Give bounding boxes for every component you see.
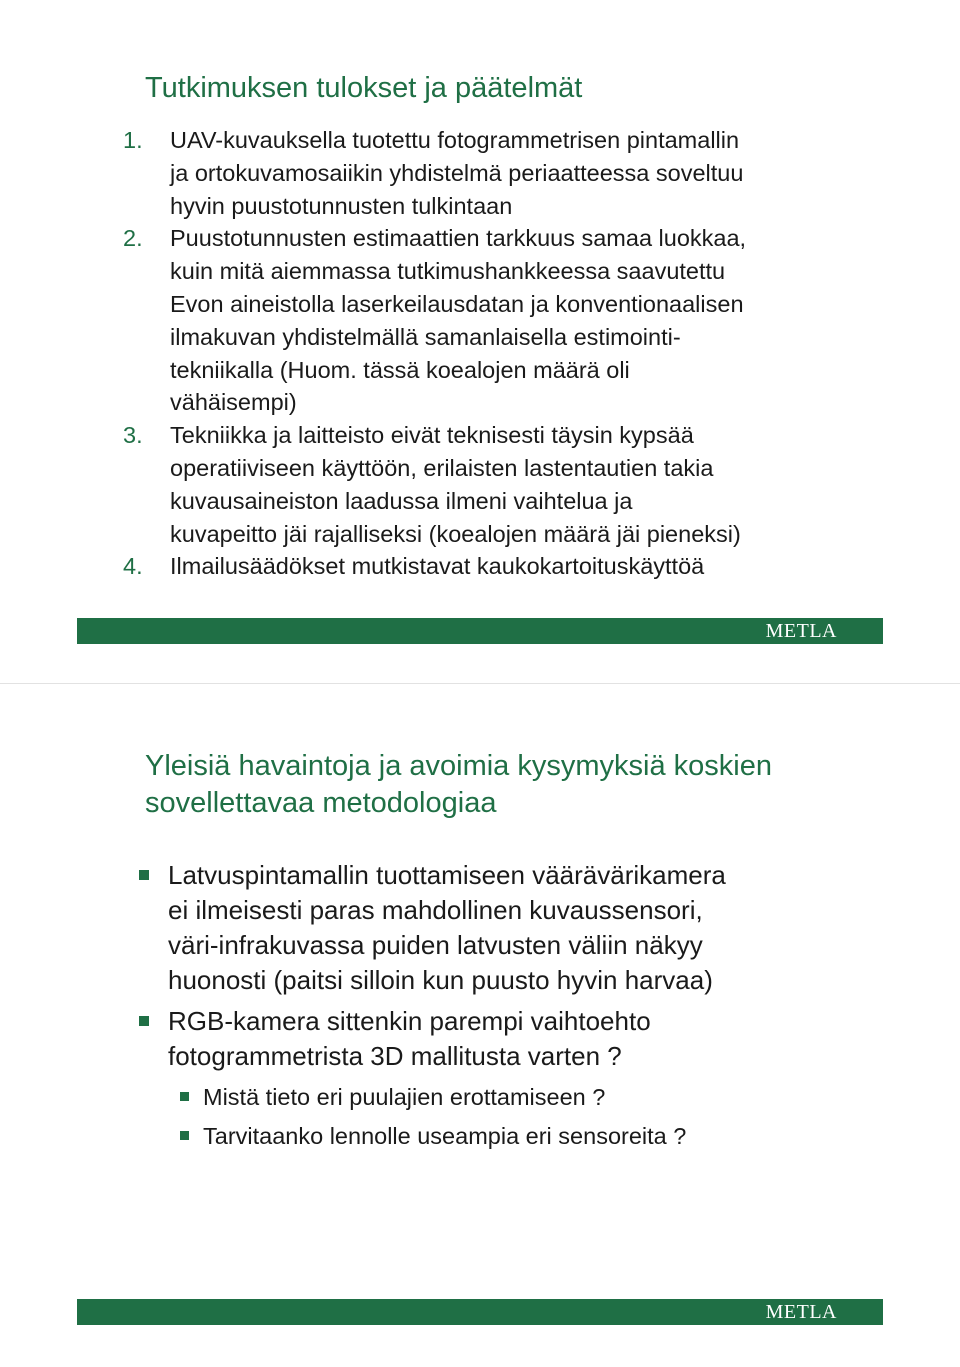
square-bullet-icon xyxy=(139,870,149,880)
list-item xyxy=(123,550,843,583)
item-number: 2. xyxy=(123,225,143,252)
title-line: sovellettavaa metodologiaa xyxy=(145,787,497,819)
slide-observations xyxy=(0,683,960,1366)
item-line: Evon aineistolla laserkeilausdatan ja konventionaalisen xyxy=(170,290,744,317)
results-list xyxy=(123,124,843,583)
item-number: 3. xyxy=(123,422,143,449)
sub-list xyxy=(168,1078,838,1156)
item-line: kuvapeitto jäi rajalliseksi (koealojen määrä jäi pieneksi) xyxy=(170,520,741,547)
list-item xyxy=(123,419,843,550)
title-line: Yleisiä havaintoja ja avoimia kysymyksiä koskien xyxy=(145,750,772,782)
item-number: 1. xyxy=(123,127,143,153)
footer-bar xyxy=(77,1299,883,1325)
sub-item-text: Mistä tieto eri puulajien erottamiseen ? xyxy=(203,1084,606,1110)
list-item xyxy=(123,222,843,419)
square-bullet-icon xyxy=(139,1016,149,1026)
list-item xyxy=(138,1004,838,1156)
item-line: RGB-kamera sittenkin parempi vaihtoehto xyxy=(168,1006,651,1036)
item-line: tekniikalla (Huom. tässä koealojen määrä oli xyxy=(170,356,630,383)
item-line: kuvausaineiston laadussa ilmeni vaihtelua ja xyxy=(170,487,633,514)
item-line: vähäisempi) xyxy=(170,389,297,416)
metla-logo: METLA xyxy=(765,620,837,642)
slide-results xyxy=(0,0,960,683)
square-bullet-icon xyxy=(180,1131,189,1140)
item-line: kuin mitä aiemmassa tutkimushankkeessa saavutettu xyxy=(170,258,726,285)
list-item xyxy=(138,858,838,998)
item-line: fotogrammetrista 3D mallitusta varten ? xyxy=(168,1041,622,1071)
slide-title: Tutkimuksen tulokset ja päätelmät xyxy=(145,72,583,104)
item-number: 4. xyxy=(123,553,143,580)
item-line: Tekniikka ja laitteisto eivät teknisesti täysin kypsää xyxy=(170,422,694,449)
item-line: ja ortokuvamosaiikin yhdistelmä periaatteessa soveltuu xyxy=(170,159,744,186)
item-line: Latvuspintamallin tuottamiseen väärävärikamera xyxy=(168,860,726,890)
sub-list-item xyxy=(168,1117,838,1156)
list-item xyxy=(123,124,843,222)
footer-bar xyxy=(77,618,883,644)
item-line: huonosti (paitsi silloin kun puusto hyvin harvaa) xyxy=(168,965,713,995)
item-line: ilmakuvan yhdistelmällä samanlaisella estimointi- xyxy=(170,323,681,350)
item-line: väri-infrakuvassa puiden latvusten väliin näkyy xyxy=(168,930,703,960)
item-line: UAV-kuvauksella tuotettu fotogrammetrisen pintamallin xyxy=(170,127,740,153)
slide-title xyxy=(145,748,772,822)
square-bullet-icon xyxy=(180,1092,189,1101)
sub-item-text: Tarvitaanko lennolle useampia eri sensoreita ? xyxy=(203,1123,687,1149)
item-line: Ilmailusäädökset mutkistavat kaukokartoituskäyttöä xyxy=(170,553,705,580)
observations-list xyxy=(138,858,838,1162)
metla-logo: METLA xyxy=(765,1301,837,1323)
sub-list-item xyxy=(168,1078,838,1117)
item-line: hyvin puustotunnusten tulkintaan xyxy=(170,192,513,219)
item-line: ei ilmeisesti paras mahdollinen kuvaussensori, xyxy=(168,895,703,925)
item-line: Puustotunnusten estimaattien tarkkuus samaa luokkaa, xyxy=(170,225,747,252)
item-line: operatiiviseen käyttöön, erilaisten lastentautien takia xyxy=(170,454,714,481)
